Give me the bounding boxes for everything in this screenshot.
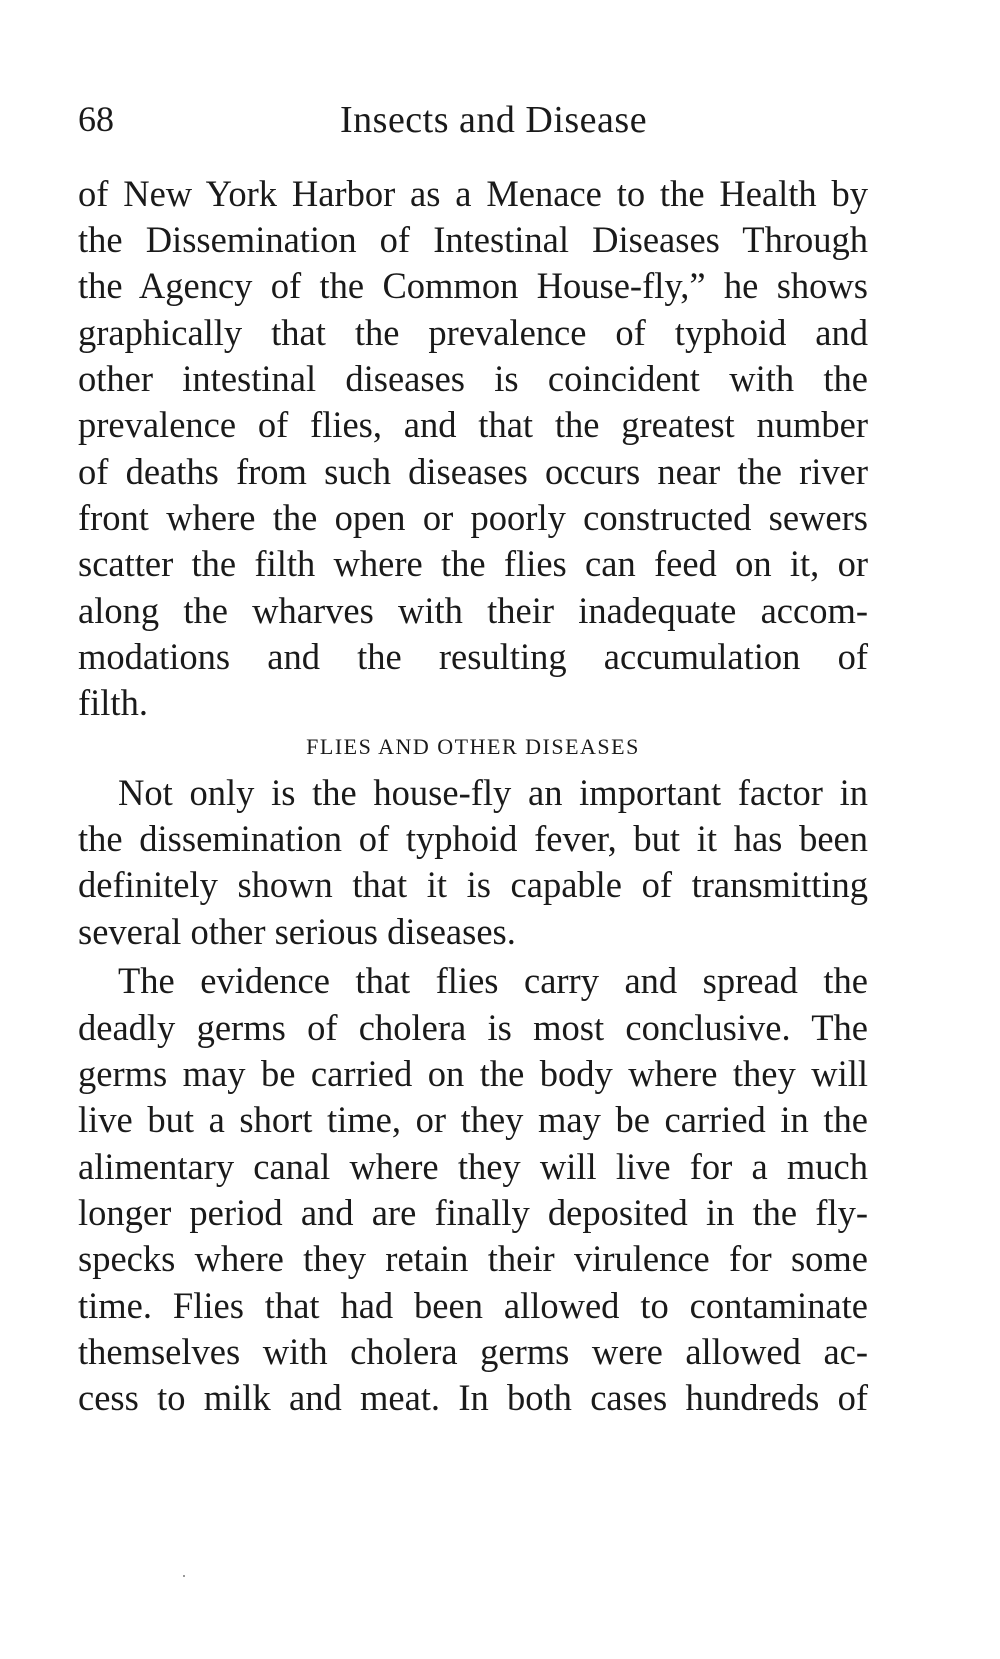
text-line: prevalence of flies, and that the greatest number — [78, 404, 868, 445]
text-line: the Agency of the Common House-fly,” he shows — [78, 265, 868, 306]
text-line: modations and the resulting accumulation of — [78, 636, 868, 677]
text-line: deadly germs of cholera is most conclusive. The — [78, 1007, 868, 1048]
text-line: longer period and are finally deposited in the fly- — [78, 1192, 868, 1233]
text-line: The evidence that flies carry and spread the — [118, 960, 868, 1001]
text-line: graphically that the prevalence of typhoid and — [78, 312, 868, 353]
text-line: germs may be carried on the body where they will — [78, 1053, 868, 1094]
text-line: filth. — [78, 682, 148, 723]
text-line: of New York Harbor as a Menace to the Health by — [78, 173, 868, 214]
text-line: definitely shown that it is capable of transmitting — [78, 864, 868, 905]
text-line: specks where they retain their virulence for some — [78, 1238, 868, 1279]
text-line: several other serious diseases. — [78, 911, 516, 952]
text-line: themselves with cholera germs were allowed ac- — [78, 1331, 868, 1372]
text-line: the dissemination of typhoid fever, but it has been — [78, 818, 868, 859]
text-line: other intestinal diseases is coincident with the — [78, 358, 868, 399]
text-line: the Dissemination of Intestinal Diseases Through — [78, 219, 868, 260]
text-line: alimentary canal where they will live for a much — [78, 1146, 868, 1187]
page-number: 68 — [78, 99, 114, 139]
text-line: along the wharves with their inadequate accom- — [78, 590, 868, 631]
running-title: Insects and Disease — [340, 99, 648, 141]
text-line: scatter the filth where the flies can feed on it, or — [78, 543, 868, 584]
text-line: live but a short time, or they may be carried in the — [78, 1099, 868, 1140]
text-line: of deaths from such diseases occurs near the river — [78, 451, 868, 492]
text-line: front where the open or poorly constructed sewers — [78, 497, 868, 538]
section-heading: FLIES AND OTHER DISEASES — [306, 734, 640, 759]
text-line: cess to milk and meat. In both cases hundreds of — [78, 1377, 868, 1418]
text-line: time. Flies that had been allowed to contaminate — [78, 1285, 868, 1326]
scan-speck — [183, 1575, 185, 1577]
text-line: Not only is the house-fly an important factor in — [118, 772, 868, 813]
